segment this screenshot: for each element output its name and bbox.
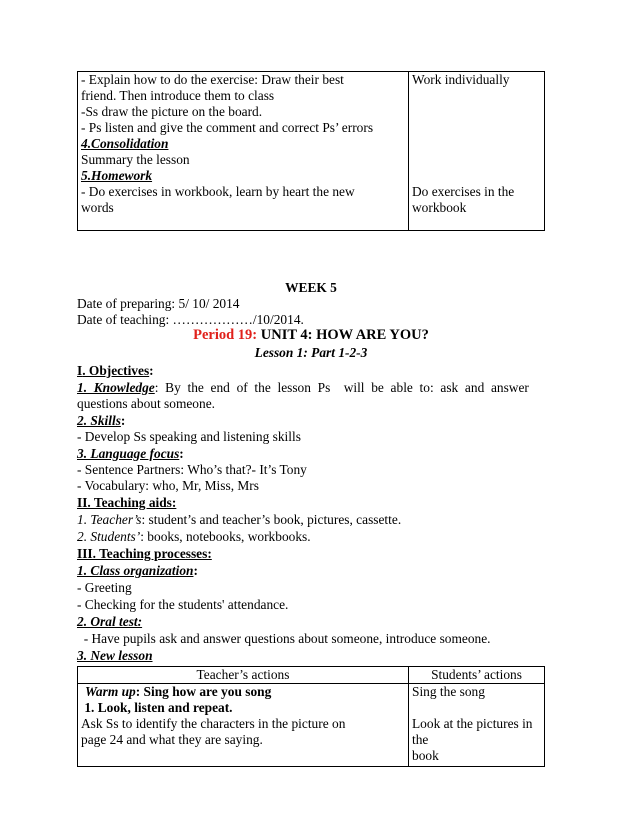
teacher-line: Ask Ss to identify the characters in the picture on (81, 716, 346, 731)
teacher-line: - Ps listen and give the comment and correct Ps’ errors (81, 120, 374, 135)
class-org-colon: : (193, 563, 198, 578)
objectives-colon: : (149, 363, 154, 378)
homework-heading: 5.Homework (81, 168, 153, 183)
new-lesson-heading: 3. New lesson (77, 648, 153, 663)
student-actions-cell (409, 72, 545, 231)
teacher-line: page 24 and what they are saying. (81, 732, 263, 747)
language-item: - Vocabulary: who, Mr, Miss, Mrs (77, 478, 259, 493)
homework-line: - Do exercises in workbook, learn by heart the new (81, 184, 355, 199)
activity-table-top (77, 71, 545, 231)
date-preparing: Date of preparing: 5/ 10/ 2014 (77, 296, 240, 311)
teacher-actions-cell (78, 72, 409, 231)
processes-heading: III. Teaching processes: (77, 546, 212, 561)
consolidation-text: Summary the lesson (81, 152, 190, 167)
class-org-line (77, 563, 198, 579)
student-action: Do exercises in the (412, 184, 515, 199)
skills-text: - Develop Ss speaking and listening skills (77, 429, 301, 444)
skills-colon: : (120, 413, 126, 428)
objectives-heading (77, 363, 154, 379)
col-header-students: Students’ actions (409, 667, 545, 684)
language-colon: : (179, 446, 184, 461)
student-action: Work individually (412, 72, 510, 87)
class-org-heading: 1. Class organization (77, 563, 194, 578)
student-action: Look at the pictures in the (412, 716, 533, 747)
skills-line (77, 413, 125, 429)
teacher-actions-cell (78, 684, 409, 767)
student-action: book (412, 748, 439, 763)
aids-students (77, 529, 311, 545)
student-action: workbook (412, 200, 467, 215)
oral-test-text: - Have pupils ask and answer questions about someone, introduce someone. (77, 631, 491, 646)
objectives-num: I (77, 363, 83, 378)
teacher-line: -Ss draw the picture on the board. (81, 104, 263, 119)
knowledge-heading: 1. Knowledge (77, 380, 155, 395)
oral-test-heading: 2. Oral test: (77, 614, 143, 629)
aids-students-label: 2. Students’ (77, 529, 141, 544)
warmup-text: : Sing how are you song (135, 684, 272, 699)
objectives-title: . Objectives (82, 363, 150, 378)
aids-students-text: : books, notebooks, workbooks. (140, 529, 311, 544)
date-teaching: Date of teaching: ………………/10/2014. (77, 312, 304, 327)
teacher-line: friend. Then introduce them to class (81, 88, 275, 103)
language-heading: 3. Language focus (77, 446, 180, 461)
unit-title: UNIT 4: HOW ARE YOU? (257, 327, 429, 343)
knowledge-cont: questions about someone. (77, 396, 215, 411)
class-org-item: - Greeting (77, 580, 132, 595)
knowledge-line (77, 380, 545, 396)
aids-heading: II. Teaching aids: (77, 495, 177, 510)
lesson-title: Lesson 1: Part 1-2-3 (254, 345, 368, 360)
aids-teacher-label: 1. Teacher’s (77, 512, 142, 527)
class-org-item: - Checking for the students' attendance. (77, 597, 289, 612)
activity-table-bottom (77, 666, 545, 767)
week-title: WEEK 5 (285, 280, 337, 295)
student-actions-cell (409, 684, 545, 767)
aids-teacher-text: : student’s and teacher’s book, pictures, cassette. (141, 512, 402, 527)
consolidation-heading: 4.Consolidation (81, 136, 169, 151)
skills-heading: 2. Skills (77, 413, 121, 428)
warmup-line (81, 684, 405, 700)
language-item: - Sentence Partners: Who’s that?- It’s Tony (77, 462, 307, 477)
col-header-teacher: Teacher’s actions (78, 667, 409, 684)
look-listen-heading: 1. Look, listen and repeat. (81, 700, 233, 715)
warmup-label: Warm up (85, 684, 136, 699)
period-label: Period 19: (193, 327, 258, 343)
student-action: Sing the song (412, 684, 485, 699)
teacher-line: - Explain how to do the exercise: Draw their best (81, 72, 344, 87)
homework-line: words (81, 200, 114, 215)
language-line (77, 446, 184, 462)
aids-teacher (77, 512, 401, 528)
knowledge-text: : By the end of the lesson Ps will be able to: ask and answer (154, 380, 529, 395)
period-title (77, 327, 545, 343)
